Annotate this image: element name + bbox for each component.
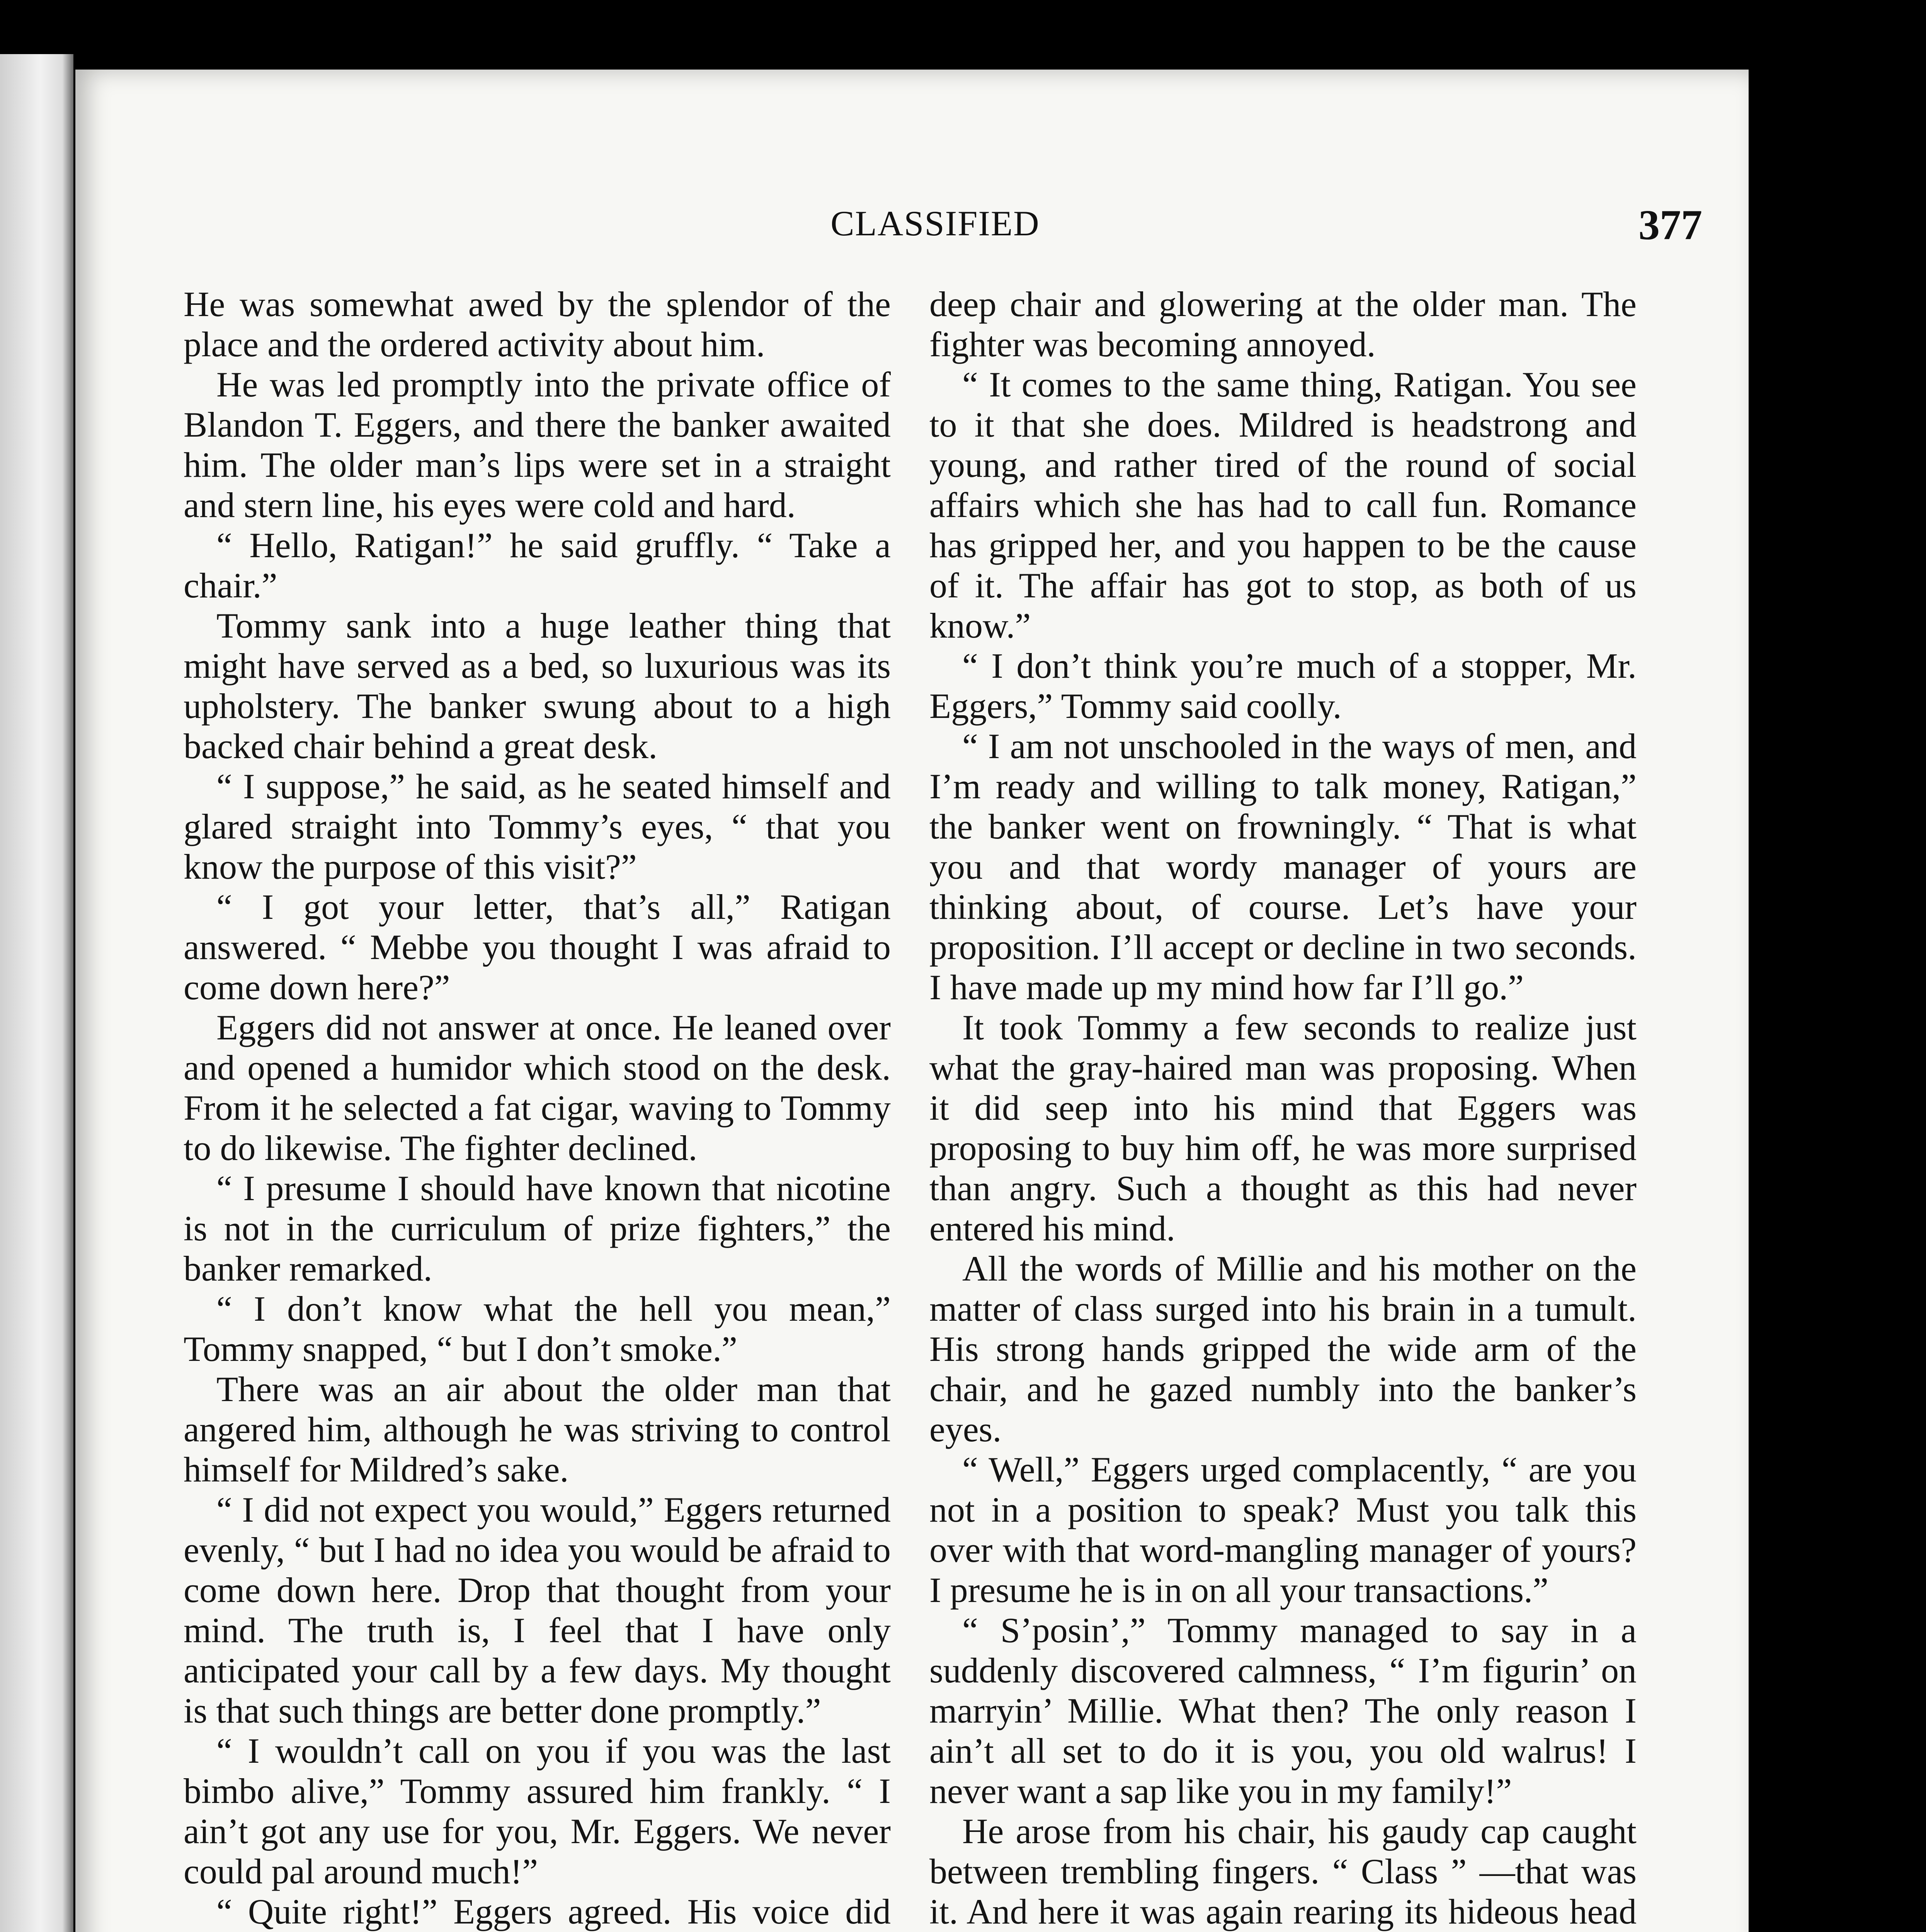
paragraph: He was led promptly into the private office of Blandon T. Eggers, and there the banker awaited him. The older man’s lips were set in a straight and stern line, his eyes were cold and hard. (184, 365, 891, 525)
paragraph: Eggers did not answer at once. He leaned over and opened a humidor which stood on the desk. From it he selected a fat cigar, waving to Tommy to do likewise. The fighter declined. (184, 1008, 891, 1168)
paragraph: “ I don’t think you’re much of a stopper, Mr. Eggers,” Tommy said coolly. (929, 646, 1637, 726)
paragraph: “ I don’t know what the hell you mean,” Tommy snapped, “ but I don’t smoke.” (184, 1289, 891, 1369)
paragraph: “ S’posin’,” Tommy managed to say in a suddenly discovered calmness, “ I’m figurin’ on marryin’ Millie. What then? The only reason I ain’t all set to do it is you, you old walrus! I never want a sap like you in my family!” (929, 1611, 1637, 1811)
paragraph: Tommy sank into a huge leather thing that might have served as a bed, so luxurious was its upholstery. The banker swung about to a high backed chair behind a great desk. (184, 606, 891, 766)
book-page (75, 70, 1749, 1932)
paragraph: “ Well,” Eggers urged complacently, “ are you not in a position to speak? Must you talk this over with that word-mangling manager of yours? I presume he is in on all your transactions.” (929, 1450, 1637, 1610)
paragraph: deep chair and glowering at the older man. The fighter was becoming annoyed. (929, 284, 1637, 364)
page-header (168, 203, 1702, 257)
paragraph: “ Hello, Ratigan!” he said gruffly. “ Take a chair.” (184, 526, 891, 605)
left-column (184, 284, 891, 1932)
paragraph: “ I suppose,” he said, as he seated himself and glared straight into Tommy’s eyes, “ that you know the purpose of this visit?” (184, 767, 891, 886)
paragraph: “ I did not expect you would,” Eggers returned evenly, “ but I had no idea you would be afraid to come down here. Drop that thought from your mind. The truth is, I feel that I have only anticipated your call by a few days. My thought is that such things are better done promptly.” (184, 1490, 891, 1730)
paragraph: “ I presume I should have known that nicotine is not in the curriculum of prize fighters,” the banker remarked. (184, 1168, 891, 1288)
paragraph: “ I am not unschooled in the ways of men, and I’m ready and willing to talk money, Ratigan,” the banker went on frowningly. “ That is what you and that wordy manager of yours are thinking about, of course. Let’s have your proposition. I’ll accept or decline in two seconds. I have made up my mind how far I’ll go.” (929, 726, 1637, 1007)
paragraph: “ It comes to the same thing, Ratigan. You see to it that she does. Mildred is headstrong and young, and rather tired of the round of social affairs which she has had to call fun. Romance has gripped her, and you happen to be the cause of it. The affair has got to stop, as both of us know.” (929, 365, 1637, 645)
paragraph: “ I got your letter, that’s all,” Ratigan answered. “ Mebbe you thought I was afraid to come down here?” (184, 887, 891, 1007)
paragraph: It took Tommy a few seconds to realize just what the gray-haired man was proposing. When it did seep into his mind that Eggers was proposing to buy him off, he was more surprised than angry. Such a thought as this had never entered his mind. (929, 1008, 1637, 1248)
page-number: 377 (1638, 201, 1702, 248)
paragraph: There was an air about the older man that angered him, although he was striving to control himself for Mildred’s sake. (184, 1369, 891, 1489)
paragraph: “ Quite right!” Eggers agreed. His voice did (216, 1892, 891, 1931)
paragraph: He was somewhat awed by the splendor of the place and the ordered activity about him. (184, 284, 891, 364)
right-column (929, 284, 1637, 1932)
paragraph: “ I wouldn’t call on you if you was the last bimbo alive,” Tommy assured him frankly. “ I ain’t got any use for you, Mr. Eggers. We never could pal around much!” (184, 1731, 891, 1891)
facing-page-edge (0, 54, 73, 1932)
paragraph: All the words of Millie and his mother on the matter of class surged into his brain in a tumult. His strong hands gripped the wide arm of the chair, and he gazed numbly into the banker’s eyes. (929, 1249, 1637, 1449)
running-title: CLASSIFIED (830, 204, 1040, 243)
paragraph: He arose from his chair, his gaudy cap caught between trembling fingers. “ Class ” —that was it. And here it was again rearing its hideous head (929, 1811, 1637, 1931)
